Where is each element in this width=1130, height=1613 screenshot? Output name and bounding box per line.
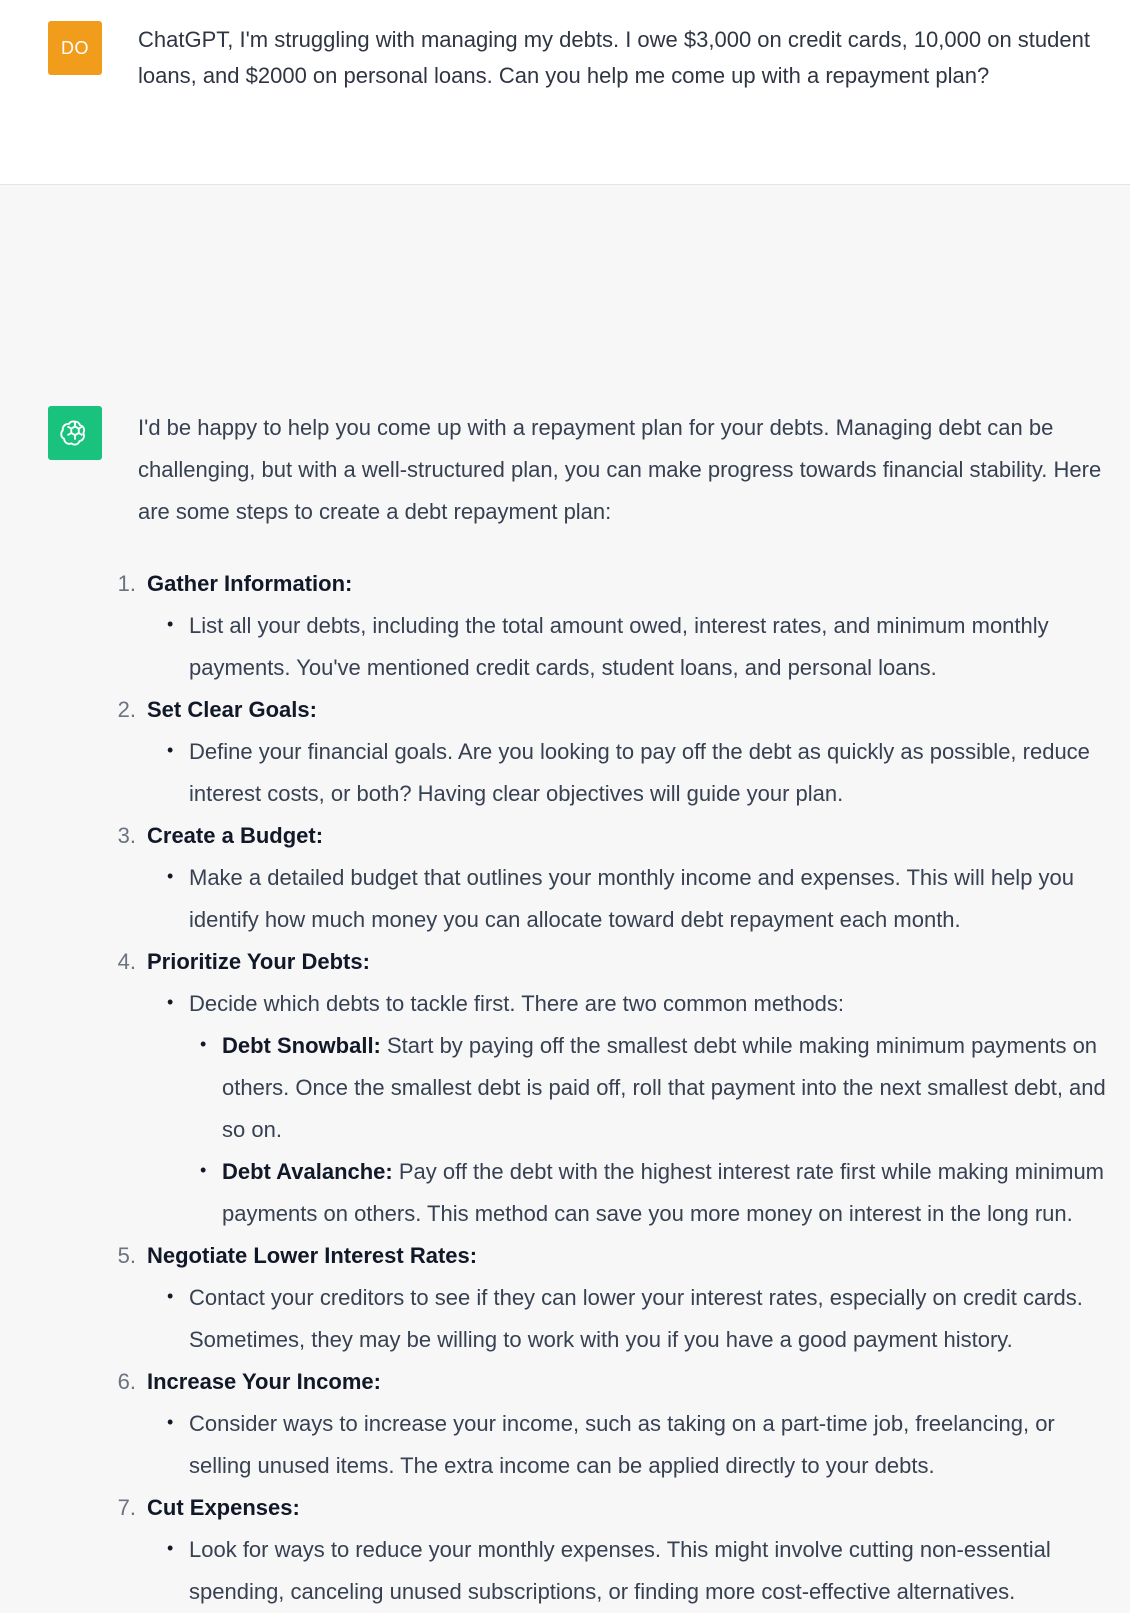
sub-bullet-item: [222, 1025, 1118, 1151]
bullet-item: • Define your financial goals. Are you looking to pay off the debt as quickly as possible, reduce interest costs, or both? Having clear objectives will guide your plan.: [189, 731, 1118, 815]
step-number: 7.: [117, 1495, 136, 1520]
steps-list: [117, 563, 1118, 1613]
step-title: Create a Budget:: [147, 823, 324, 848]
step-number: 4.: [117, 949, 136, 974]
list-item: [117, 1487, 1118, 1613]
bullet-item: [189, 983, 1118, 1235]
user-message-text: ChatGPT, I'm struggling with managing my debts. I owe $3,000 on credit cards, 10,000 on student loans, and $2000 on personal loans. Can you help me come up with a repayment plan?: [138, 27, 1090, 88]
step-title: Gather Information:: [147, 571, 353, 596]
sub-bullet-title: Debt Snowball:: [222, 1033, 381, 1058]
user-message-row: [0, 0, 1130, 185]
step-title: Prioritize Your Debts:: [147, 949, 370, 974]
sub-bullet-item: [222, 1151, 1118, 1235]
step-title: Set Clear Goals:: [147, 697, 317, 722]
step-number: 5.: [117, 1243, 136, 1268]
user-avatar: DO: [48, 21, 102, 75]
step-number: 6.: [117, 1369, 136, 1394]
list-item: [117, 815, 1118, 941]
list-item: [117, 1361, 1118, 1487]
step-title: Increase Your Income:: [147, 1369, 381, 1394]
sub-bullet-text: Start by paying off the smallest debt while making minimum payments on others. Once the smallest debt is paid off, roll that payment into the next smallest debt, and so on.: [222, 1033, 1106, 1142]
step-title: Cut Expenses:: [147, 1495, 300, 1520]
sub-bullet-title: Debt Avalanche:: [222, 1159, 393, 1184]
openai-logo-icon: [60, 418, 90, 448]
step-number: 1.: [117, 571, 136, 596]
bullet-text: Decide which debts to tackle first. There are two common methods:: [189, 991, 844, 1016]
sub-bullet-text: Pay off the debt with the highest interest rate first while making minimum payments on others. This method can save you more money on interest in the long run.: [222, 1159, 1105, 1226]
bullet-item: • Make a detailed budget that outlines your monthly income and expenses. This will help you identify how much money you can allocate toward debt repayment each month.: [189, 857, 1118, 941]
list-item: [117, 563, 1118, 689]
list-item: [117, 689, 1118, 815]
bullet-item: • Contact your creditors to see if they can lower your interest rates, especially on credit cards. Sometimes, they may be willing to work with you if you have a good payment history.: [189, 1277, 1118, 1361]
assistant-avatar: [48, 406, 102, 460]
assistant-intro: I'd be happy to help you come up with a repayment plan for your debts. Managing debt can be challenging, but with a well-structured plan, you can make progress towards financial stability. Here are some steps to create a debt repayment plan:: [138, 415, 1102, 524]
step-title: Negotiate Lower Interest Rates:: [147, 1243, 478, 1268]
step-number: 2.: [117, 697, 136, 722]
list-item: [117, 1235, 1118, 1361]
assistant-message-body: [117, 407, 1118, 1613]
bullet-item: • List all your debts, including the total amount owed, interest rates, and minimum monthly payments. You've mentioned credit cards, student loans, and personal loans.: [189, 605, 1118, 689]
bullet-item: • Look for ways to reduce your monthly expenses. This might involve cutting non-essential spending, canceling unused subscriptions, or finding more cost-effective alternatives.: [189, 1529, 1118, 1613]
bullet-item: • Consider ways to increase your income, such as taking on a part-time job, freelancing, or selling unused items. The extra income can be applied directly to your debts.: [189, 1403, 1118, 1487]
list-item: [117, 941, 1118, 1235]
step-number: 3.: [117, 823, 136, 848]
